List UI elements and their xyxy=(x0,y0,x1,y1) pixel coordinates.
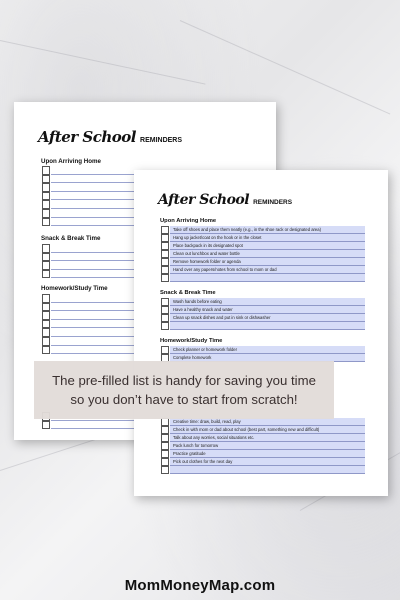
checklist-item-text: Hang up jacket/coat on the hook or in the closet xyxy=(170,234,365,242)
checklist-item-text xyxy=(170,466,365,474)
checklist-row xyxy=(161,322,365,330)
checklist-row xyxy=(161,418,365,426)
checklist-row xyxy=(161,314,365,322)
checklist-item-text: Complete homework xyxy=(170,354,365,362)
checklist-item-text: Creative time: draw, build, read, play xyxy=(170,418,365,426)
checklist-item-text xyxy=(170,274,365,282)
checkbox[interactable] xyxy=(161,466,169,474)
checklist-item-text: Talk about any worries, social situations etc. xyxy=(170,434,365,442)
checkbox[interactable] xyxy=(161,234,169,242)
checklist-item-text: Clean up snack dishes and put in sink or dishwasher xyxy=(170,314,365,322)
checklist-item-text: Clean out lunchbox and water bottle xyxy=(170,250,365,258)
checkbox[interactable] xyxy=(161,322,169,330)
section-title-snack: Snack & Break Time xyxy=(41,235,101,242)
title-caps: REMINDERS xyxy=(253,199,293,206)
checklist-item-text: Check in with mom or dad about school (best part, something new and difficult) xyxy=(170,426,365,434)
checkbox[interactable] xyxy=(161,426,169,434)
checklist-row xyxy=(161,274,365,282)
checkbox[interactable] xyxy=(42,270,50,279)
marble-vein xyxy=(180,20,391,114)
checkbox[interactable] xyxy=(42,320,50,329)
checkbox[interactable] xyxy=(161,450,169,458)
checklist-row xyxy=(161,306,365,314)
checkbox[interactable] xyxy=(161,442,169,450)
section-title-arriving: Upon Arriving Home xyxy=(160,218,217,224)
section-title-snack: Snack & Break Time xyxy=(160,290,216,296)
checklist-item-text: Check planner or homework folder xyxy=(170,346,365,354)
checklist-row xyxy=(161,466,365,474)
checklist-row xyxy=(161,234,365,242)
checklist-item-text: Hand over any papers/notes from school to mom or dad xyxy=(170,266,365,274)
title-script: After School xyxy=(158,192,250,208)
checklist-item-text: Wash hands before eating xyxy=(170,298,365,306)
checkbox[interactable] xyxy=(42,253,50,262)
checklist-row xyxy=(161,266,365,274)
caption-text: The pre-filled list is handy for saving you time so you don’t have to start from scratch! xyxy=(52,373,316,407)
caption-banner xyxy=(34,361,334,419)
checklist-item-text: Pack lunch for tomorrow xyxy=(170,442,365,450)
checklist-row xyxy=(161,346,365,354)
checkbox[interactable] xyxy=(42,294,50,303)
section-title-homework: Homework/Study Time xyxy=(41,285,108,292)
checklist-row xyxy=(161,226,365,234)
checkbox[interactable] xyxy=(161,314,169,322)
checklist-item-text: Remove homework folder or agenda xyxy=(170,258,365,266)
checklist-row xyxy=(161,298,365,306)
section-title-arriving: Upon Arriving Home xyxy=(41,158,101,165)
checkbox[interactable] xyxy=(161,266,169,274)
checkbox[interactable] xyxy=(42,192,50,201)
checklist-item-text: Practice gratitude xyxy=(170,450,365,458)
marble-vein xyxy=(0,40,206,85)
checklist-arriving xyxy=(161,226,365,282)
checklist-row xyxy=(161,458,365,466)
checkbox[interactable] xyxy=(42,421,50,430)
site-name: MomMoneyMap.com xyxy=(124,576,276,594)
checkbox[interactable] xyxy=(42,166,50,175)
checklist-item-text: Pick out clothes for the next day xyxy=(170,458,365,466)
checkbox[interactable] xyxy=(161,298,169,306)
checklist-row xyxy=(161,258,365,266)
worksheet-front-page xyxy=(134,170,388,496)
checkbox[interactable] xyxy=(42,346,50,355)
title-script: After School xyxy=(38,128,137,146)
checkbox[interactable] xyxy=(42,183,50,192)
checklist-item-text: Place backpack in its designated spot xyxy=(170,242,365,250)
checklist-homework xyxy=(161,346,365,362)
title-caps: REMINDERS xyxy=(140,137,183,144)
checklist-row xyxy=(161,242,365,250)
checkbox[interactable] xyxy=(42,200,50,209)
checkbox[interactable] xyxy=(42,328,50,337)
checkbox[interactable] xyxy=(42,209,50,218)
checkbox[interactable] xyxy=(42,311,50,320)
checkbox[interactable] xyxy=(161,306,169,314)
checkbox[interactable] xyxy=(42,337,50,346)
checklist-item-text: Take off shoes and place them neatly (e.g., in the shoe rack or designated area) xyxy=(170,226,365,234)
worksheet-title xyxy=(158,192,292,208)
checkbox[interactable] xyxy=(161,458,169,466)
checkbox[interactable] xyxy=(161,346,169,354)
checklist-row xyxy=(161,426,365,434)
checkbox[interactable] xyxy=(161,250,169,258)
checkbox[interactable] xyxy=(161,434,169,442)
checkbox[interactable] xyxy=(42,261,50,270)
checklist-row xyxy=(161,450,365,458)
checklist-item-text xyxy=(170,322,365,330)
checkbox[interactable] xyxy=(161,258,169,266)
checklist-row xyxy=(161,250,365,258)
checkbox[interactable] xyxy=(161,418,169,426)
checklist-snack xyxy=(161,298,365,330)
checklist-row xyxy=(161,442,365,450)
checkbox[interactable] xyxy=(42,175,50,184)
checklist-item-text: Have a healthy snack and water xyxy=(170,306,365,314)
checklist-row xyxy=(161,434,365,442)
checkbox[interactable] xyxy=(42,218,50,227)
checkbox[interactable] xyxy=(42,244,50,253)
checkbox[interactable] xyxy=(161,242,169,250)
checkbox[interactable] xyxy=(161,226,169,234)
checklist-evening xyxy=(161,418,365,474)
worksheet-title xyxy=(38,128,182,146)
section-title-homework: Homework/Study Time xyxy=(160,338,223,344)
checkbox[interactable] xyxy=(42,303,50,312)
checkbox[interactable] xyxy=(161,274,169,282)
